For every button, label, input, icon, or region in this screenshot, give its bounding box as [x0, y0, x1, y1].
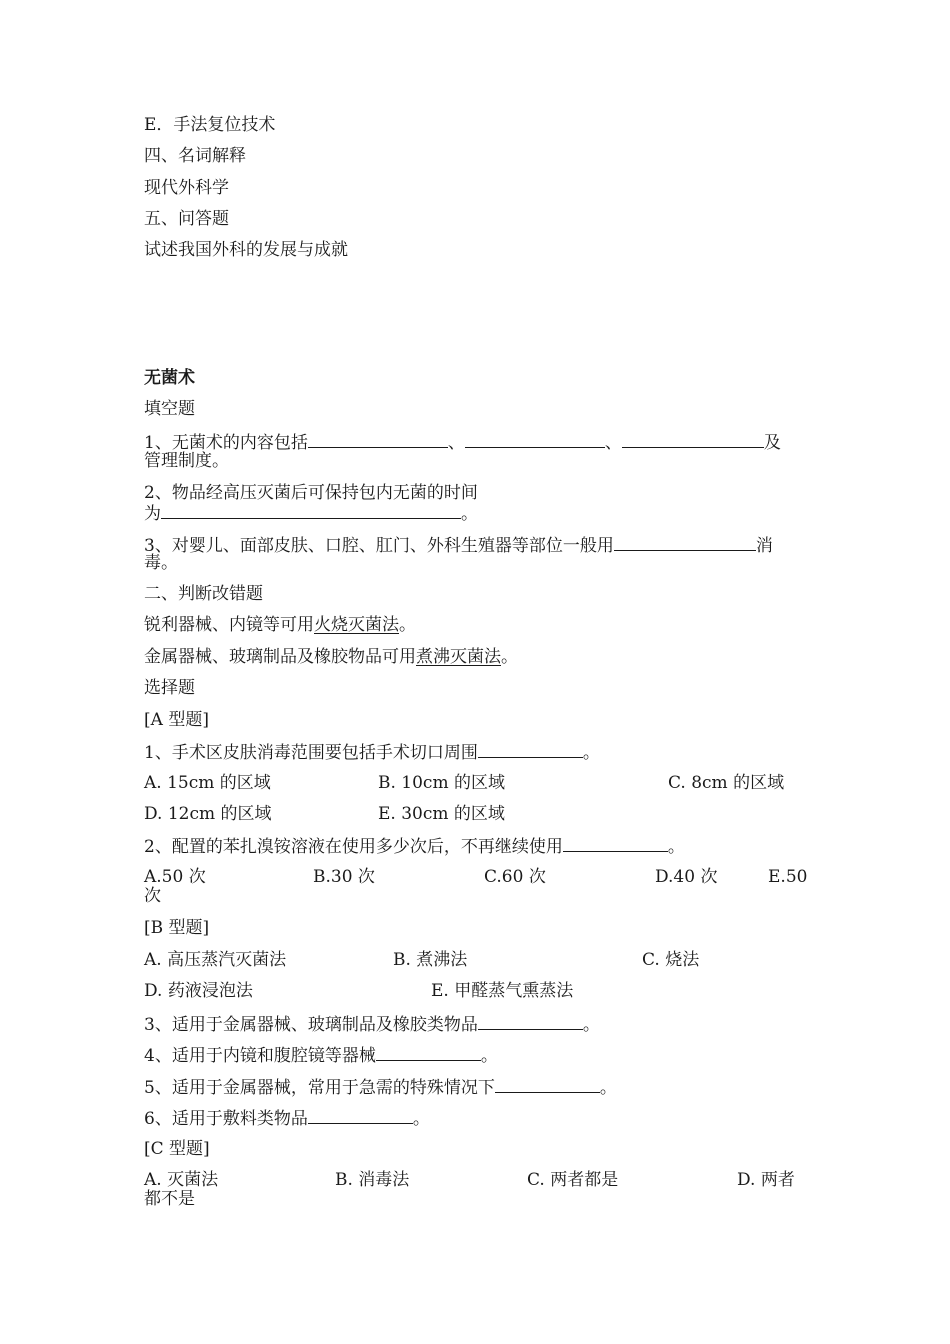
q6-text: 6、适用于敷料类物品: [144, 1109, 308, 1129]
choice-question-1: [144, 741, 600, 763]
underlined-term: 煮沸灭菌法: [416, 647, 501, 667]
fill3-end: 消: [755, 536, 773, 556]
answer-blank: [308, 1107, 413, 1124]
q5-text: 5、适用于金属器械，常用于急需的特殊情况下: [144, 1078, 495, 1098]
judge2-end: 。: [501, 647, 518, 667]
fill2-end: 。: [461, 504, 478, 524]
q3-end: 。: [582, 1015, 600, 1035]
choice-question-5: [144, 1076, 617, 1098]
choice-question-4: [144, 1044, 498, 1066]
a-type-heading: [A 型题]: [144, 710, 209, 730]
choice-heading: 选择题: [144, 678, 195, 698]
judge-heading: 二、判断改错题: [144, 584, 263, 604]
answer-blank: [161, 502, 461, 519]
q1-option-b: B. 10cm 的区域: [378, 773, 505, 793]
answer-blank: [563, 835, 668, 852]
q2-end: 。: [667, 837, 685, 857]
b-option-b: B. 煮沸法: [393, 950, 468, 970]
c-type-heading: [C 型题]: [144, 1139, 210, 1159]
c-option-d: D. 两者: [737, 1170, 795, 1190]
q2-option-d: D.40 次: [655, 867, 718, 887]
q5-end: 。: [599, 1078, 617, 1098]
fill-question-1: [144, 431, 781, 453]
fill-question-3: [144, 534, 773, 556]
choice-question-6: [144, 1107, 430, 1129]
fill1-line2: 管理制度。: [144, 451, 229, 471]
question-text: 试述我国外科的发展与成就: [144, 240, 348, 260]
q2-option-e-wrap: 次: [144, 886, 161, 906]
b-option-c: C. 烧法: [642, 950, 700, 970]
fill1-end: 及: [763, 433, 781, 453]
section-heading-questions: 五、问答题: [144, 209, 229, 229]
underlined-term: 火烧灭菌法: [314, 615, 399, 635]
q6-end: 。: [412, 1109, 430, 1129]
judge-question-2: [144, 647, 518, 667]
judge-question-1: [144, 615, 416, 635]
q3-text: 3、适用于金属器械、玻璃制品及橡胶类物品: [144, 1015, 478, 1035]
section-heading-definitions: 四、名词解释: [144, 146, 246, 166]
q1-option-d: D. 12cm 的区域: [144, 804, 272, 824]
b-option-d: D. 药液浸泡法: [144, 981, 253, 1001]
q4-text: 4、适用于内镜和腹腔镜等器械: [144, 1046, 376, 1066]
c-option-b: B. 消毒法: [335, 1170, 410, 1190]
fill2-line2: [144, 502, 478, 524]
q2-option-c: C.60 次: [484, 867, 546, 887]
q1-option-e: E. 30cm 的区域: [378, 804, 505, 824]
answer-blank: [308, 431, 448, 448]
q1-end: 。: [582, 743, 600, 763]
answer-blank: [622, 431, 764, 448]
term-text: 现代外科学: [144, 178, 229, 198]
fill3-line2: 毒。: [144, 553, 178, 573]
answer-blank: [376, 1044, 481, 1061]
c-option-a: A. 灭菌法: [144, 1170, 219, 1190]
q1-text: 1、手术区皮肤消毒范围要包括手术切口周围: [144, 743, 478, 763]
fill3-text: 3、对婴儿、面部皮肤、口腔、肛门、外科生殖器等部位一般用: [144, 536, 614, 556]
b-option-a: A. 高压蒸汽灭菌法: [144, 950, 287, 970]
option-e-text: E．手法复位技术: [144, 115, 276, 135]
fill-question-2: 2、物品经高压灭菌后可保持包内无菌的时间: [144, 483, 478, 503]
fill1-text: 1、无菌术的内容包括: [144, 433, 308, 453]
c-option-d-wrap: 都不是: [144, 1189, 195, 1209]
fill-heading: 填空题: [144, 399, 195, 419]
q2-text: 2、配置的苯扎溴铵溶液在使用多少次后，不再继续使用: [144, 837, 563, 857]
fill2-text: 为: [144, 504, 161, 524]
answer-blank: [465, 431, 605, 448]
separator: 、: [604, 433, 622, 453]
q2-option-a: A.50 次: [144, 867, 206, 887]
answer-blank: [614, 534, 756, 551]
q1-option-a: A. 15cm 的区域: [144, 773, 271, 793]
judge1-text: 锐利器械、内镜等可用: [144, 615, 314, 635]
q1-option-c: C. 8cm 的区域: [668, 773, 785, 793]
judge2-text: 金属器械、玻璃制品及橡胶物品可用: [144, 647, 416, 667]
chapter-title: 无菌术: [144, 368, 195, 388]
judge1-end: 。: [399, 615, 416, 635]
q4-end: 。: [480, 1046, 498, 1066]
separator: 、: [447, 433, 465, 453]
q2-option-b: B.30 次: [313, 867, 375, 887]
b-option-e: E. 甲醛蒸气熏蒸法: [431, 981, 574, 1001]
b-type-heading: [B 型题]: [144, 918, 210, 938]
answer-blank: [478, 741, 583, 758]
q2-option-e: E.50: [768, 867, 808, 887]
choice-question-2: [144, 835, 685, 857]
answer-blank: [478, 1013, 583, 1030]
c-option-c: C. 两者都是: [527, 1170, 619, 1190]
answer-blank: [495, 1076, 600, 1093]
choice-question-3: [144, 1013, 600, 1035]
